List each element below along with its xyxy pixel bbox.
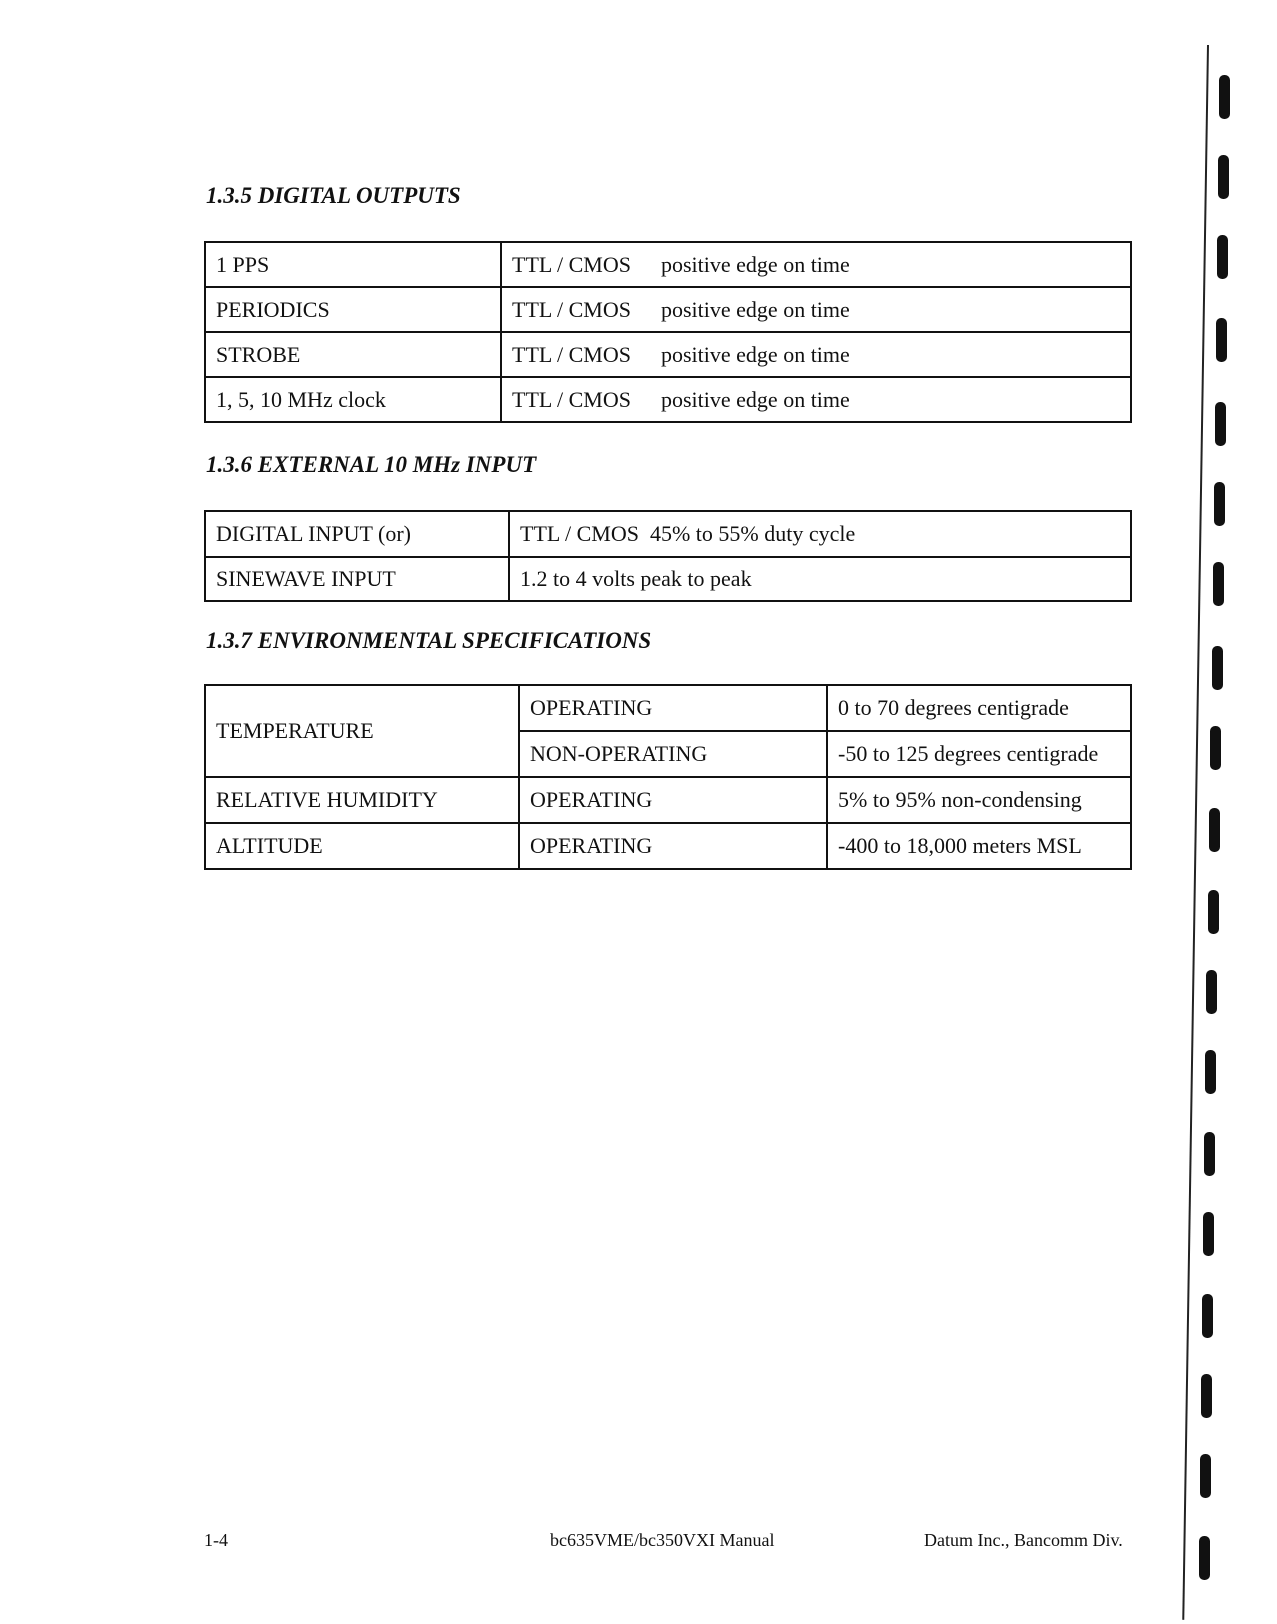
company-name: Datum Inc., Bancomm Div.: [924, 1530, 1123, 1550]
binder-hole-icon: [1199, 1536, 1210, 1580]
binder-hole-icon: [1205, 1050, 1216, 1094]
parameter-label: ALTITUDE: [205, 823, 519, 869]
binder-hole-icon: [1216, 318, 1227, 362]
condition-label: OPERATING: [519, 685, 827, 731]
input-value: TTL / CMOS 45% to 55% duty cycle: [509, 511, 1131, 557]
binder-hole-icon: [1214, 482, 1225, 526]
output-type: TTL / CMOS: [501, 377, 661, 422]
condition-label: NON-OPERATING: [519, 731, 827, 777]
section-heading-external-input: 1.3.6 EXTERNAL 10 MHz INPUT: [206, 452, 537, 477]
condition-label: OPERATING: [519, 823, 827, 869]
binder-hole-icon: [1215, 402, 1226, 446]
table-row: [205, 685, 1131, 731]
table-row: [205, 777, 1131, 823]
spec-value: 5% to 95% non-condensing: [827, 777, 1131, 823]
output-description: positive edge on time: [661, 242, 1131, 287]
manual-title: bc635VME/bc350VXI Manual: [550, 1530, 775, 1550]
digital-outputs-table: [204, 241, 1132, 423]
spec-value: 0 to 70 degrees centigrade: [827, 685, 1131, 731]
spec-value: -400 to 18,000 meters MSL: [827, 823, 1131, 869]
binder-hole-icon: [1212, 646, 1223, 690]
binder-hole-icon: [1204, 1132, 1215, 1176]
table-row: [205, 242, 1131, 287]
table-row: [205, 557, 1131, 601]
page-number: 1-4: [204, 1530, 228, 1550]
binder-hole-icon: [1218, 155, 1229, 199]
parameter-label: RELATIVE HUMIDITY: [205, 777, 519, 823]
binder-hole-icon: [1219, 75, 1230, 119]
binder-hole-icon: [1206, 970, 1217, 1014]
spec-value: -50 to 125 degrees centigrade: [827, 731, 1131, 777]
input-label: DIGITAL INPUT (or): [205, 511, 509, 557]
table-row: [205, 823, 1131, 869]
binder-hole-icon: [1217, 235, 1228, 279]
section-heading-environmental: 1.3.7 ENVIRONMENTAL SPECIFICATIONS: [206, 628, 652, 653]
output-type: TTL / CMOS: [501, 287, 661, 332]
table-row: [205, 511, 1131, 557]
binder-hole-icon: [1200, 1454, 1211, 1498]
binder-hole-icon: [1202, 1294, 1213, 1338]
input-value: 1.2 to 4 volts peak to peak: [509, 557, 1131, 601]
environmental-table: [204, 684, 1132, 870]
binder-hole-icon: [1209, 808, 1220, 852]
output-label: STROBE: [205, 332, 501, 377]
table-row: [205, 377, 1131, 422]
binder-hole-icon: [1208, 890, 1219, 934]
binder-hole-icon: [1203, 1212, 1214, 1256]
binder-hole-icon: [1210, 726, 1221, 770]
input-label: SINEWAVE INPUT: [205, 557, 509, 601]
output-label: PERIODICS: [205, 287, 501, 332]
output-label: 1 PPS: [205, 242, 501, 287]
output-description: positive edge on time: [661, 377, 1131, 422]
condition-label: OPERATING: [519, 777, 827, 823]
binder-hole-icon: [1201, 1374, 1212, 1418]
parameter-label: TEMPERATURE: [205, 685, 519, 777]
output-type: TTL / CMOS: [501, 332, 661, 377]
section-heading-digital-outputs: 1.3.5 DIGITAL OUTPUTS: [206, 183, 461, 208]
output-type: TTL / CMOS: [501, 242, 661, 287]
table-row: [205, 287, 1131, 332]
external-input-table: [204, 510, 1132, 602]
output-label: 1, 5, 10 MHz clock: [205, 377, 501, 422]
table-row: [205, 332, 1131, 377]
binder-hole-icon: [1213, 562, 1224, 606]
output-description: positive edge on time: [661, 287, 1131, 332]
output-description: positive edge on time: [661, 332, 1131, 377]
